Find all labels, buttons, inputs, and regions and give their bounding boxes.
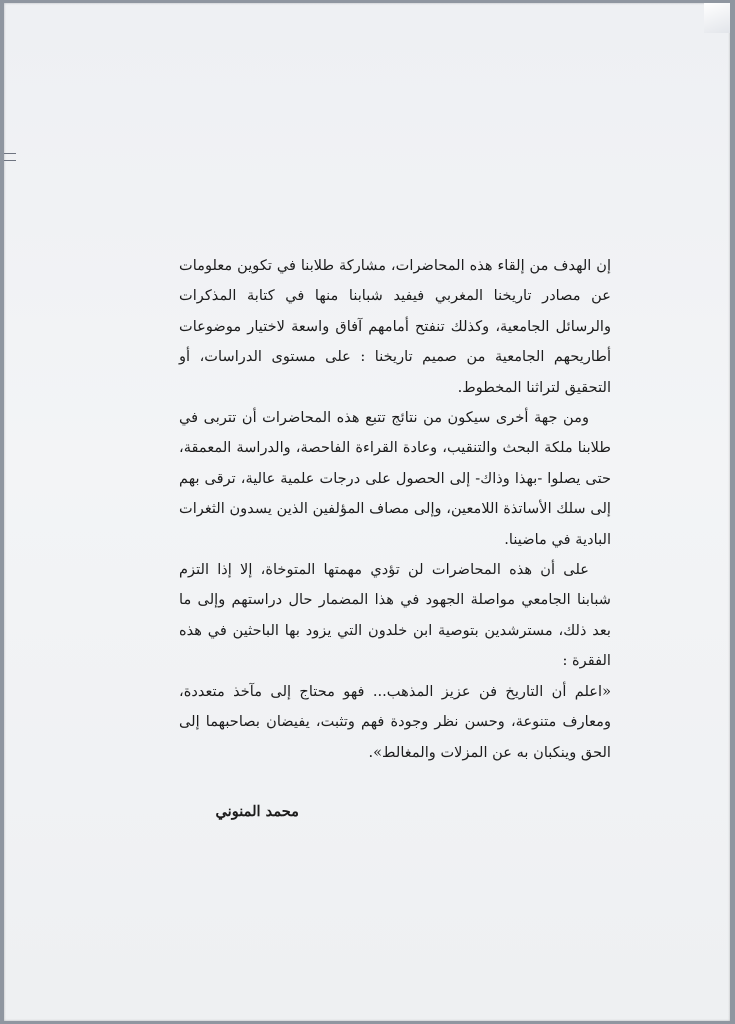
spine-edge-mark <box>4 153 16 161</box>
book-back-cover <box>4 3 730 1021</box>
paragraph-results: ومن جهة أخرى سيكون من نتائج تتبع هذه المحاضرات أن تتربى في طلابنا ملكة البحث والتنقيب، وعادة القراءة الفاحصة، والدراسة المعمقة، حتى يصلوا -بهذا وذاك- إلى الحصول على درجات علمية عالية، ترقى بهم إلى سلك الأساتذة اللامعين، وإلى مصاف المؤلفين الذين يسدون الثغرات البادية في ماضينا. <box>179 409 611 548</box>
paragraph-condition: على أن هذه المحاضرات لن تؤدي مهمتها المتوخاة، إلا إذا التزم شبابنا الجامعي مواصلة الجهود في هذا المضمار حال دراستهم وإلى ما بعد ذلك، مسترشدين بتوصية ابن خلدون التي يزود بها الباحثين في هذه الفقرة : <box>179 561 611 670</box>
cover-text-block <box>179 251 611 768</box>
ibn-khaldun-quote: «اعلم أن التاريخ فن عزيز المذهب... فهو محتاج إلى مآخذ متعددة، ومعارف متنوعة، وحسن نظر وجودة فهم وتثبت، يفيضان بصاحبهما إلى الحق وينكبان به عن المزلات والمغالط». <box>179 682 611 761</box>
cover-corner <box>704 3 730 33</box>
author-signature: محمد المنوني <box>215 803 299 820</box>
paragraph-intro: إن الهدف من إلقاء هذه المحاضرات، مشاركة طلابنا في تكوين معلومات عن مصادر تاريخنا المغربي فيفيد شبابنا منها في كتابة المذكرات والرسائل الجامعية، وكذلك تنفتح أمامهم آفاق واسعة لاختيار موضوعات أطاريحهم الجامعية من صميم تاريخنا : على مستوى الدراسات، أو التحقيق لتراثنا المخطوط. <box>179 257 611 396</box>
